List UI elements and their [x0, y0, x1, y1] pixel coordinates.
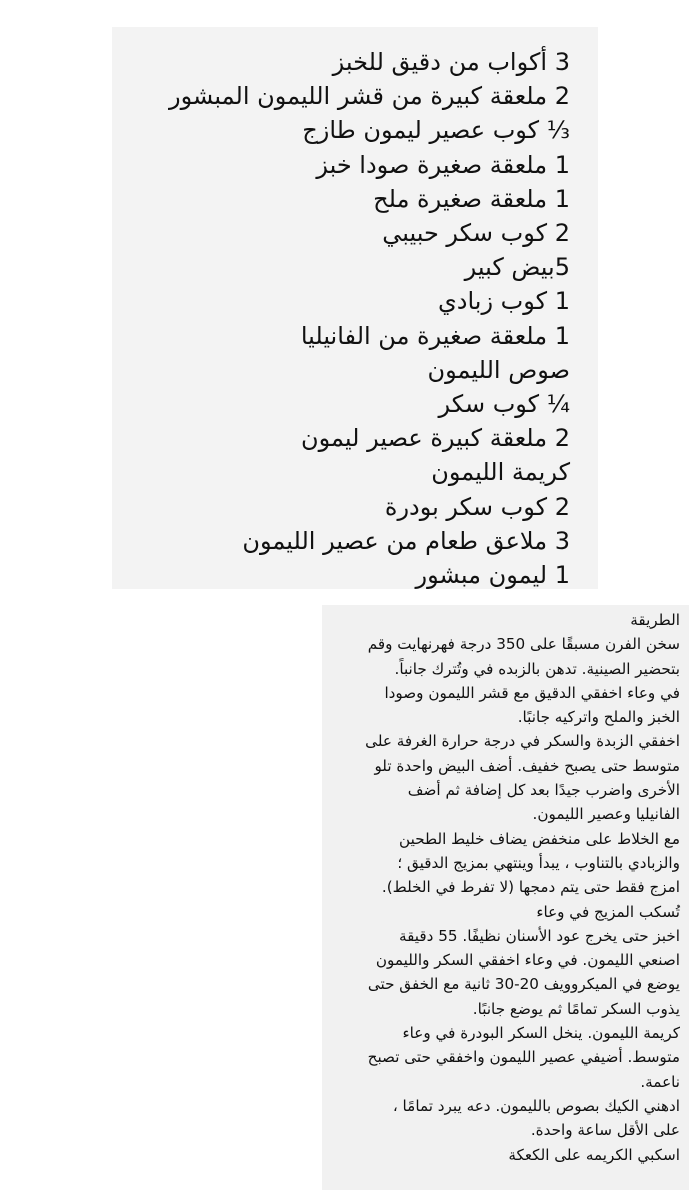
method-line: امزج فقط حتى يتم دمجها (لا تفرط في الخلط). [381, 878, 680, 897]
method-line: كريمة الليمون. ينخل السكر البودرة في وعاء [402, 1024, 680, 1043]
method-line: اصنعي الليمون. في وعاء اخفقي السكر والليمون [375, 951, 680, 970]
ingredient-line: 1 ملعقة صغيرة صودا خبز [316, 150, 570, 179]
method-line: في وعاء اخفقي الدقيق مع قشر الليمون وصودا [384, 683, 680, 702]
method-line: ادهني الكيك بصوص بالليمون. دعه يبرد تمامًا ، [392, 1096, 680, 1115]
method-line: تُسكب المزيج في وعاء [536, 902, 680, 921]
ingredient-line: كريمة الليمون [431, 458, 570, 487]
ingredient-line: 1 ملعقة صغيرة من الفانيليا [300, 321, 570, 350]
ingredient-line: 2 كوب سكر بودرة [384, 492, 570, 521]
ingredient-line: 1 ليمون مبشور [415, 561, 570, 590]
method-line: الخبز والملح واتركيه جانبًا. [517, 708, 680, 727]
method-line: متوسط حتى يصبح خفيف. أضف البيض واحدة تلو [374, 756, 680, 775]
method-line: والزبادي بالتناوب ، يبدأ وينتهي بمزيج الدقيق ؛ [397, 853, 680, 872]
ingredient-line: صوص الليمون [427, 355, 570, 384]
method-line: على الأقل ساعة واحدة. [530, 1121, 680, 1140]
ingredient-line: 1 ملعقة صغيرة ملح [373, 184, 570, 213]
method-line: بتحضير الصينية. تدهن بالزبده في وتُترك جانباً. [394, 659, 680, 678]
method-line: متوسط. أضيفي عصير الليمون واخفقي حتى تصبح [367, 1048, 680, 1067]
method-line: اخبز حتى يخرج عود الأسنان نظيفًا. 55 دقيقة [398, 926, 680, 945]
ingredient-line: ¼ كوب سكر [438, 390, 570, 419]
ingredient-line: 2 ملعقة كبيرة عصير ليمون [301, 424, 570, 453]
method-line: يذوب السكر تمامًا ثم يوضع جانبًا. [472, 999, 680, 1018]
ingredient-line: 1 كوب زبادي [437, 287, 570, 316]
method-line: الأخرى واضرب جيدًا بعد كل إضافة ثم أضف [407, 781, 680, 800]
method-line: مع الخلاط على منخفض يضاف خليط الطحين [399, 829, 680, 848]
ingredient-line: 5بيض كبير [464, 253, 570, 282]
method-line: ناعمة. [640, 1072, 680, 1091]
ingredient-line: 2 كوب سكر حبيبي [382, 219, 570, 248]
method-line: سخن الفرن مسبقًا على 350 درجة فهرنهايت وقم [367, 635, 680, 654]
method-line: اسكبي الكريمه على الكعكة [508, 1145, 680, 1164]
method-panel [322, 605, 689, 1190]
ingredient-line: 3 أكواب من دقيق للخبز [332, 48, 570, 76]
ingredient-line: ⅓ كوب عصير ليمون طازج [302, 116, 570, 145]
ingredients-card [112, 27, 598, 589]
method-line: الفانيليا وعصير الليمون. [532, 805, 680, 824]
ingredient-line: 2 ملعقة كبيرة من قشر الليمون المبشور [169, 82, 570, 111]
method-title: الطريقة [630, 611, 680, 629]
method-line: يوضع في الميكروويف 20-30 ثانية مع الخفق حتى [367, 975, 680, 994]
method-card [324, 605, 680, 1190]
method-line: اخفقي الزبدة والسكر في درجة حرارة الغرفة على [365, 732, 680, 751]
ingredient-line: 3 ملاعق طعام من عصير الليمون [242, 526, 570, 555]
